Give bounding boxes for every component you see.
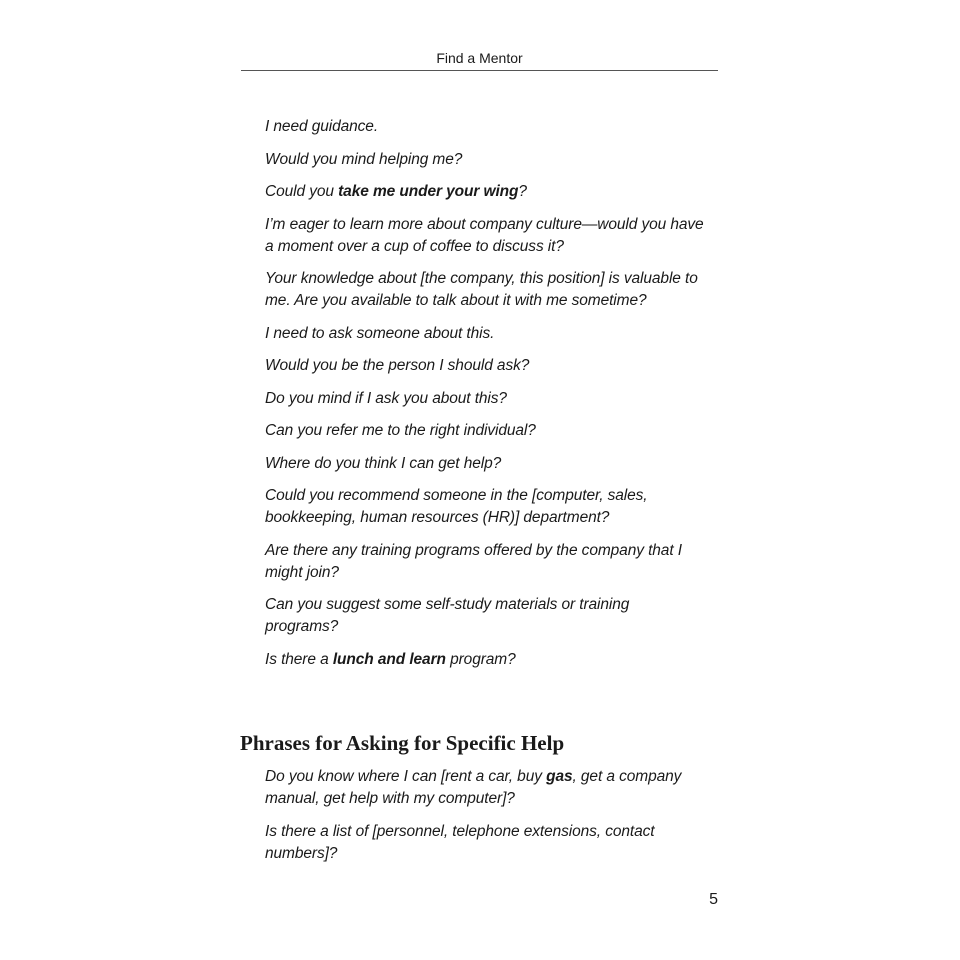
phrase-text-end: , get a company manual, get help with my computer]? [265, 768, 682, 807]
phrase-item [265, 420, 705, 442]
phrase-item [265, 355, 705, 377]
phrase-text: Can you suggest some self-study materials or training programs? [265, 596, 630, 635]
phrase-item [265, 323, 705, 345]
phrase-item [265, 649, 705, 671]
phrase-emphasis: take me under your wing [338, 183, 519, 200]
section-heading: Phrases for Asking for Specific Help [240, 731, 565, 755]
phrase-text: Are there any training programs offered by the company that I might join? [265, 541, 682, 581]
phrase-text: Is there a [265, 650, 333, 668]
phrase-text: I need to ask someone about this. [265, 324, 495, 342]
phrase-text: Can you refer me to the right individual? [265, 422, 536, 439]
phrase-item [265, 388, 705, 410]
phrase-emphasis: gas [546, 768, 573, 785]
phrase-item [265, 268, 705, 312]
phrase-text: Would you mind helping me? [265, 150, 463, 168]
phrase-text-end: program? [445, 650, 516, 668]
phrase-item [265, 149, 705, 171]
phrase-item [265, 453, 705, 475]
phrase-text: Your knowledge about [the company, this position] is valuable to me. Are you available to talk about it with me sometime? [265, 270, 698, 309]
phrase-text: I need guidance. [265, 118, 379, 135]
phrase-text: Do you mind if I ask you about this? [265, 389, 507, 407]
phrase-text: Is there a list of [personnel, telephone extensions, contact numbers]? [265, 822, 655, 862]
phrase-emphasis: lunch and learn [332, 650, 446, 668]
phrase-text: Would you be the person I should ask? [265, 357, 530, 374]
phrase-text: I’m eager to learn more about company culture—would you have a moment over a cup of coffee to discuss it? [265, 215, 704, 255]
phrase-item [265, 214, 705, 258]
phrase-item [265, 594, 705, 638]
phrase-item [265, 540, 705, 584]
phrase-list-general [265, 116, 705, 681]
page-number: 5 [709, 891, 718, 908]
running-header: Find a Mentor [241, 49, 718, 71]
phrase-item [265, 181, 705, 203]
phrase-text: Do you know where I can [rent a car, buy [265, 768, 547, 785]
phrase-text: Where do you think I can get help? [265, 454, 502, 472]
phrase-text-end: ? [518, 183, 527, 200]
phrase-list-specific-help [265, 766, 705, 875]
phrase-item [265, 766, 705, 810]
phrase-text: Could you [265, 183, 339, 200]
phrase-item [265, 116, 705, 138]
phrase-text: Could you recommend someone in the [computer, sales, bookkeeping, human resources (HR)] department? [265, 487, 648, 526]
phrase-item [265, 821, 705, 865]
phrase-item [265, 485, 705, 529]
